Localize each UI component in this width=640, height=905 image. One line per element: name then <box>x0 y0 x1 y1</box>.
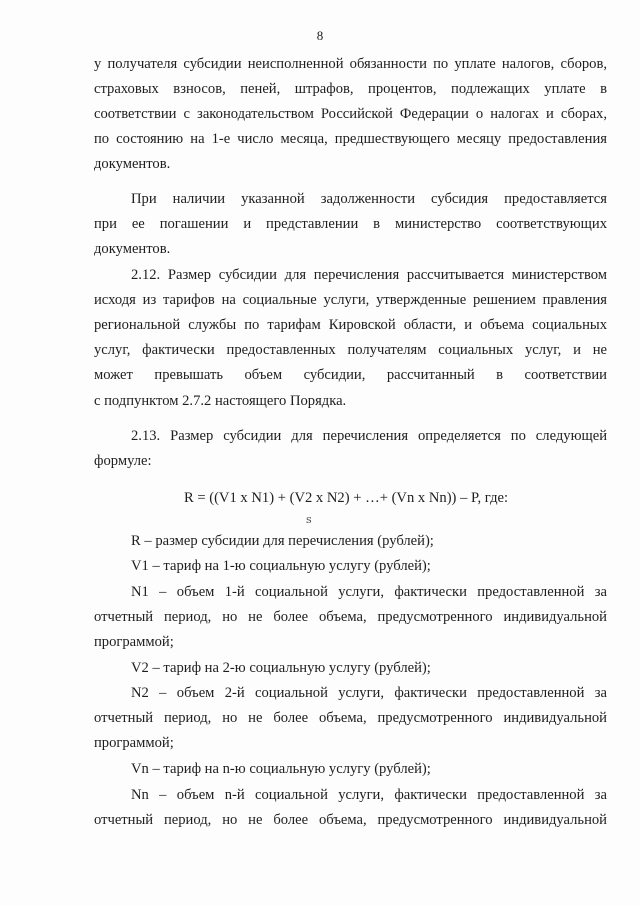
text-line: N1 – объем 1-й социальной услуги, фактически предоставленной за <box>131 584 607 600</box>
text-line: региональной службы по тарифам Кировской области, и объема социальных <box>94 317 607 333</box>
text-line: отчетный период, но не более объема, предусмотренного индивидуальной <box>94 710 607 726</box>
text-line: программой; <box>94 634 174 650</box>
page-number: 8 <box>316 28 324 43</box>
text-line: услуг, фактически предоставленных получателям социальных услуг, и не <box>94 342 607 358</box>
text-line: исходя из тарифов на социальные услуги, утвержденные решением правления <box>94 292 607 308</box>
text-line: у получателя субсидии неисполненной обязанности по уплате налогов, сборов, <box>94 56 607 72</box>
text-line: документов. <box>94 241 171 257</box>
text-line: Nn – объем n-й социальной услуги, фактически предоставленной за <box>131 787 607 803</box>
text-line: документов. <box>94 156 171 172</box>
text-line: программой; <box>94 735 174 751</box>
subsidy-formula: R = ((V1 x N1) + (V2 x N2) + …+ (Vn x Nn)) – P, где: <box>183 490 509 506</box>
text-line: при ее погашении и представлении в министерство соответствующих <box>94 216 607 232</box>
text-line: страховых взносов, пеней, штрафов, процентов, подлежащих уплате в <box>94 81 607 97</box>
text-line: N2 – объем 2-й социальной услуги, фактически предоставленной за <box>131 685 607 701</box>
scan-mark: ꜱ <box>306 514 312 526</box>
text-line: Vn – тариф на n-ю социальную услугу (рублей); <box>131 761 431 777</box>
text-line: V1 – тариф на 1-ю социальную услугу (рублей); <box>131 558 431 574</box>
text-line: отчетный период, но не более объема, предусмотренного индивидуальной <box>94 812 607 828</box>
text-line: При наличии указанной задолженности субсидия предоставляется <box>131 191 607 207</box>
text-line: отчетный период, но не более объема, предусмотренного индивидуальной <box>94 609 607 625</box>
text-line: 2.12. Размер субсидии для перечисления рассчитывается министерством <box>131 267 607 283</box>
text-line: R – размер субсидии для перечисления (рублей); <box>131 533 434 549</box>
text-line: V2 – тариф на 2-ю социальную услугу (рублей); <box>131 660 431 676</box>
text-line: 2.13. Размер субсидии для перечисления определяется по следующей <box>131 428 607 444</box>
text-line: формуле: <box>94 453 152 469</box>
text-line: по состоянию на 1-е число месяца, предшествующего месяцу предоставления <box>94 131 607 147</box>
text-line: соответствии с законодательством Российской Федерации о налогах и сборах, <box>94 106 607 122</box>
text-line: может превышать объем субсидии, рассчитанный в соответствии <box>94 367 607 383</box>
text-line: с подпунктом 2.7.2 настоящего Порядка. <box>94 393 347 409</box>
